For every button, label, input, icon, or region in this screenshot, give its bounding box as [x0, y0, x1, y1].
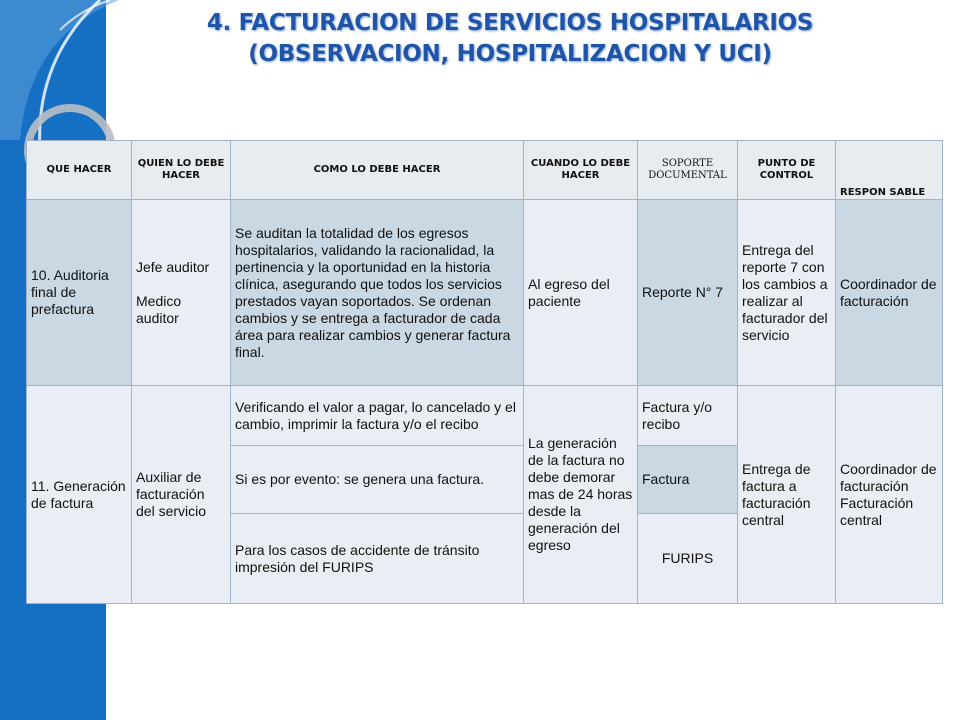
header-responsable: RESPON SABLE: [836, 141, 943, 200]
header-quien: QUIEN LO DEBE HACER: [132, 141, 231, 200]
row11-que: 11. Generación de factura: [27, 386, 132, 604]
row11-como-3: Para los casos de accidente de tránsito impresión del FURIPS: [231, 514, 524, 604]
row11-punto: Entrega de factura a facturación central: [738, 386, 836, 604]
row11-soporte-3: FURIPS: [638, 514, 738, 604]
row10-responsable: Coordinador de facturación: [836, 200, 943, 386]
row10-soporte: Reporte N° 7: [638, 200, 738, 386]
row11-como-2: Si es por evento: se genera una factura.: [231, 446, 524, 514]
row10-que: 10. Auditoria final de prefactura: [27, 200, 132, 386]
row11-responsable-2: Facturación central: [840, 494, 914, 528]
table-row: [27, 386, 943, 446]
row11-responsable: [836, 386, 943, 604]
header-punto: PUNTO DE CONTROL: [738, 141, 836, 200]
row10-como: Se auditan la totalidad de los egresos hospitalarios, validando la racionalidad, la pertinencia y la oportunidad en la historia clínica, asegurando que todos los servicios prestados vayan soportados. Se ordenan cambios y se entrega a facturador de cada área para realizar cambios y generar factura final.: [231, 200, 524, 386]
row10-cuando: Al egreso del paciente: [524, 200, 638, 386]
header-como: COMO LO DEBE HACER: [231, 141, 524, 200]
row10-punto: Entrega del reporte 7 con los cambios a realizar al facturador del servicio: [738, 200, 836, 386]
row10-quien: [132, 200, 231, 386]
table-header-row: [27, 141, 943, 200]
procedure-table: [26, 140, 943, 604]
title-line-1: 4. FACTURACION DE SERVICIOS HOSPITALARIOS: [206, 10, 814, 36]
row11-como-1: Verificando el valor a pagar, lo cancelado y el cambio, imprimir la factura y/o el recibo: [231, 386, 524, 446]
header-que-hacer: QUE HACER: [27, 141, 132, 200]
row11-responsable-1: Coordinador de facturación: [840, 460, 937, 494]
header-cuando: CUANDO LO DEBE HACER: [524, 141, 638, 200]
row11-quien: Auxiliar de facturación del servicio: [132, 386, 231, 604]
page-title: [150, 8, 870, 70]
table-row: [27, 200, 943, 386]
row11-cuando: La generación de la factura no debe demorar mas de 24 horas desde la generación del egreso: [524, 386, 638, 604]
header-soporte: SOPORTE DOCUMENTAL: [638, 141, 738, 200]
row10-quien-2: Medico auditor: [136, 292, 182, 326]
title-line-2: (OBSERVACION, HOSPITALIZACION Y UCI): [248, 41, 772, 67]
row11-soporte-1: Factura y/o recibo: [638, 386, 738, 446]
row10-quien-1: Jefe auditor: [136, 258, 210, 275]
row11-soporte-2: Factura: [638, 446, 738, 514]
